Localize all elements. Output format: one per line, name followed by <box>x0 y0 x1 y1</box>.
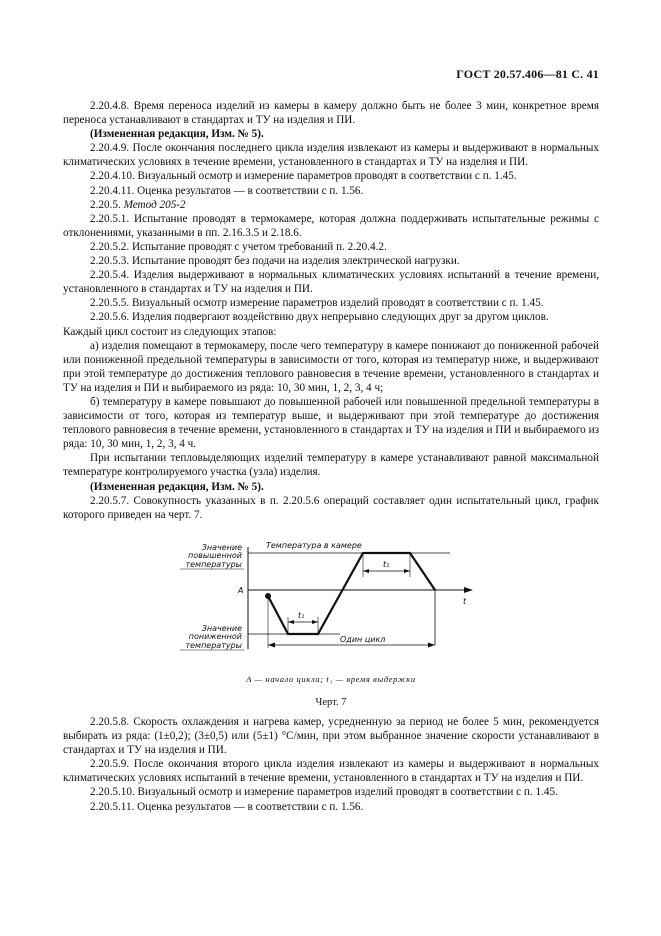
page-header: ГОСТ 20.57.406—81 С. 41 <box>456 67 599 81</box>
amendment-note: (Измененная редакция, Изм. № 5). <box>90 480 264 493</box>
stage-b: б) температуру в камере повышают до повышенной рабочей или повышенной предельной температуры в зависимости от того, которая из температур выше, и выдерживают при этой температуре до достижения теплового равновесия в течение времени, установленного в стандартах и ТУ на изделия и ПИ и выбираемого из ряда: 10, 30 мин, 1, 2, 3, 4 ч. <box>63 395 599 451</box>
point-a-label: A <box>238 586 244 595</box>
paragraph-2-20-5-2: 2.20.5.2. Испытание проводят с учетом требований п. 2.20.4.2. <box>90 240 387 253</box>
paragraph-2-20-4-9: 2.20.4.9. После окончания последнего цикла изделия извлекают из камеры и выдерживают в нормальных климатических условиях в течение времени, установленного в стандартах и ТУ на изделия и ПИ. <box>63 142 599 169</box>
time-axis-arrow <box>464 587 473 593</box>
heat-dissipating-note: При испытании тепловыделяющих изделий температуру в камере устанавливают равной максимальной температуре контролируемого участка (узла) изделия. <box>63 452 599 479</box>
lower-hold-arrow-left <box>288 620 294 624</box>
low-label-line-2: пониженной <box>188 632 242 641</box>
paragraph-2-20-5-11: 2.20.5.11. Оценка результатов — в соответствии с п. 1.56. <box>90 800 364 813</box>
paragraph-2-20-5-10: 2.20.5.10. Визуальный осмотр и измерение параметров изделий проводят в соответствии с п. 1.45. <box>90 786 558 799</box>
top-text-block <box>63 99 599 522</box>
stage-a: а) изделия помещают в термокамеру, после чего температуру в камере понижают до пониженной рабочей или пониженной предельной температуры в зависимости от того, которая из температур ниже, и выдерживают при этой температуре до достижения теплового равновесия в течение времени, установленного в стандартах и ТУ на изделия и ПИ и выбираемого из ряда: 10, 30 мин, 1, 2, 3, 4 ч; <box>63 339 599 394</box>
paragraph-2-20-5 <box>63 198 599 212</box>
paragraph-2-20-4-11: 2.20.4.11. Оценка результатов — в соответствии с п. 1.56. <box>90 184 364 197</box>
method-title: Метод 205-2 <box>123 198 186 211</box>
cycle-intro: Каждый цикл состоит из следующих этапов: <box>63 325 277 338</box>
paragraph-2-20-5-3: 2.20.5.3. Испытание проводят без подачи на изделия электрической нагрузки. <box>90 255 460 268</box>
upper-hold-arrow-left <box>363 569 369 573</box>
low-label-line-1: Значение <box>201 624 242 633</box>
lower-hold-label: t₁ <box>298 611 305 620</box>
high-label-line-3: температуры <box>185 560 242 569</box>
paragraph-2-20-4-8: 2.20.4.8. Время переноса изделий из камеры в камеру должно быть не более 3 мин, конкретное время переноса устанавливают в стандартах и ТУ на изделия и ПИ. <box>63 100 599 127</box>
upper-hold-arrow-right <box>404 569 410 573</box>
paragraph-2-20-5-4: 2.20.5.4. Изделия выдерживают в нормальных климатических условиях испытаний в течение времени, установленного в стандартах и ТУ на изделия и ПИ. <box>63 269 599 296</box>
temperature-cycle-figure <box>180 537 480 663</box>
paragraph-2-20-5-7: 2.20.5.7. Совокупность указанных в п. 2.20.5.6 операций составляет один испытательный цикл, график которого приведен на черт. 7. <box>63 494 599 521</box>
temperature-cycle-diagram <box>180 537 480 663</box>
paragraph-2-20-5-8: 2.20.5.8. Скорость охлаждения и нагрева камер, усредненную за период не более 5 мин, рекомендуется выбирать из ряда: (1±0,2); (3±0,5) или (5±1) °С/мин, при этом выбранное значение скорости устанавливают в стандартах и ТУ на изделия и ПИ. <box>63 716 599 757</box>
paragraph-2-20-5-1: 2.20.5.1. Испытание проводят в термокамере, которая должна поддерживать испытательные режимы с отклонениями, указанными в пп. 2.16.3.5 и 2.18.6. <box>63 212 599 239</box>
cycle-dimension-arrow-left <box>268 643 275 648</box>
cycle-dimension-arrow-right <box>428 643 435 648</box>
figure-caption: A — начало цикла; t₁ — время выдержки <box>246 674 416 684</box>
paragraph-2-20-5-6: 2.20.5.6. Изделия подвергают воздействию двух непрерывно следующих друг за другом циклов. <box>90 311 549 324</box>
section-number: 2.20.5. <box>90 198 121 211</box>
chamber-temperature-label: Температура в камере <box>266 541 362 550</box>
paragraph-2-20-5-5: 2.20.5.5. Визуальный осмотр измерение параметров изделий проводят в соответствии с п. 1.45. <box>90 297 544 310</box>
bottom-text-block <box>63 715 599 814</box>
low-label-line-3: температуры <box>185 641 242 650</box>
time-axis-label: t <box>463 597 467 606</box>
upper-hold-label: t₁ <box>383 560 390 569</box>
amendment-note: (Измененная редакция, Изм. № 5). <box>90 128 264 141</box>
high-label-line-1: Значение <box>201 543 242 552</box>
figure-title: Черт. 7 <box>315 697 347 708</box>
high-label-line-2: повышенной <box>188 551 242 560</box>
paragraph-2-20-5-9: 2.20.5.9. После окончания второго цикла изделия извлекают из камеры и выдерживают в нормальных климатических условиях испытаний в течение времени, установленного в стандартах и ТУ на изделия и ПИ. <box>63 758 599 785</box>
lower-hold-arrow-right <box>312 620 318 624</box>
one-cycle-label: Один цикл <box>340 635 386 644</box>
paragraph-2-20-4-10: 2.20.4.10. Визуальный осмотр и измерение параметров проводят в соответствии с п. 1.45. <box>90 170 517 183</box>
